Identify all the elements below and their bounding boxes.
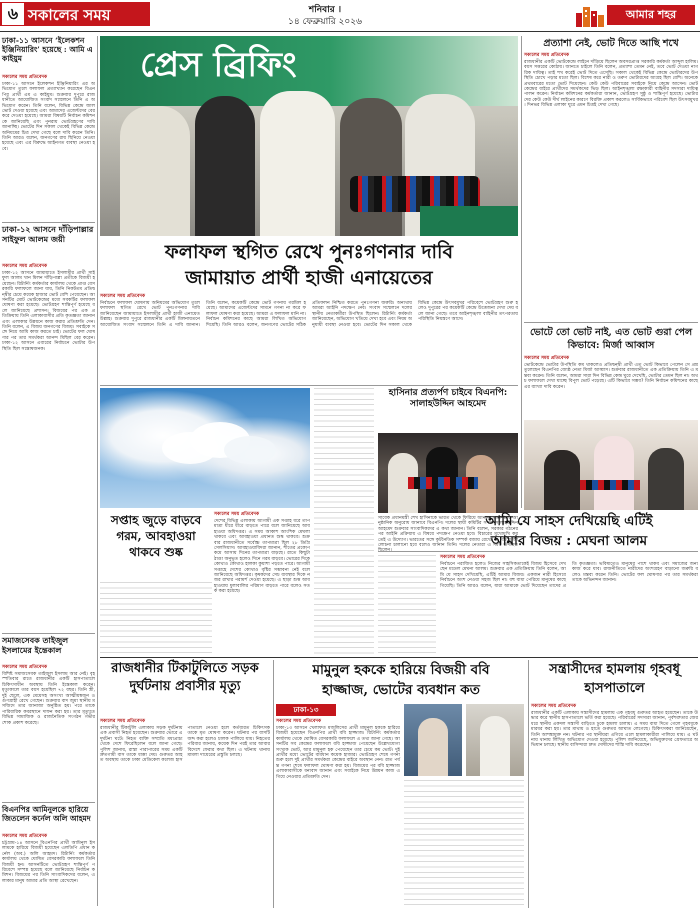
weather-byline: সকালের সময় প্রতিবেদক <box>214 512 260 517</box>
right-story2-body: ভোটকেন্দ্রে ভোটার উপস্থিতি কম থাকলেও প্রতিদ্বন্দ্বী প্রার্থী এত ভোট কিভাবে পেলেন সে প্রশ্ন তুলেছেন বিএনপির জ্যেষ্ঠ নেতা মির্জা আব্বাস। শুক্রবার রাজধানীতে এক প্রতিক্রিয়ায় তিনি এ মন্তব্য করেন। তিনি বলেন, আমরা সারা দিন বিভিন্ন কেন্দ্র ঘুরে দেখেছি, ভোটার তেমন ছিল না। অথচ ফলাফলে দেখা যাচ্ছে বিপুল ভোট পড়েছে। এটি কিভাবে সম্ভব? তিনি নির্বাচন কমিশনের কাছে এর ব্যাখ্যা দাবি করেন। <box>524 363 698 390</box>
left-column-rule <box>97 36 98 906</box>
left-story3-byline: সকালের সময় প্রতিবেদক <box>2 665 48 670</box>
right-story2-headline: ভোটে তো ভোট নাই, এত ভোট গুরা পেল কিভাবে: মির্জা আব্বাস <box>529 327 693 351</box>
lead-bottom-rule <box>100 385 518 386</box>
mamunul-headline-line2: হাজ্জাজ, ভোটের ব্যবধান কত <box>322 682 480 698</box>
left-story4-byline: সকালের সময় প্রতিবেদক <box>2 834 48 839</box>
issue-day: শনিবার । <box>308 5 342 15</box>
person-figure <box>340 98 402 236</box>
masthead <box>0 0 700 32</box>
meghna-photo <box>524 420 698 510</box>
left-divider2 <box>2 633 95 634</box>
mamunul-headline-line1: মামুনুল হককে হারিয়ে বিজয়ী ববি <box>312 662 490 678</box>
accident-headline: রাজধানীর টিকাটুলিতে সড়ক দুর্ঘটনায় প্রবাসীর মৃত্যু <box>111 661 259 694</box>
section-name: আমার শহর <box>607 5 695 25</box>
left-story2-byline: সকালের সময় প্রতিবেদক <box>2 264 48 269</box>
person-figure <box>480 716 510 776</box>
hasina-headline: হাসিনার প্রত্যর্পণ চাইবে বিএনপি: সালাহউদ্দিন আহমেদ <box>388 388 508 409</box>
right-divider1 <box>524 322 698 323</box>
attack-body: রাজধানীর একটি এলাকায় সন্ত্রাসীদের হামলায় এক গৃহবধূ গুরুতর আহত হয়েছেন। তাকে উদ্ধার করে স্থানীয় হাসপাতালে ভর্তি করা হয়েছে। পরিবারের সদস্যরা জানান, পূর্বশত্রুতার জের ধরে স্থানীয় একদল সন্ত্রাসী বাড়িতে ঢুকে হামলা চালায়। এ সময় বাধা দিতে গেলে গৃহবধূকে মারধর করা হয়। তার মাথায় ও হাতে গুরুতর আঘাত লেগেছে। চিকিৎসকরা জানিয়েছেন, তিনি আশঙ্কামুক্ত নন। ঘটনার পর স্থানীয়রা এগিয়ে এলে হামলাকারীরা পালিয়ে যায়। এ ঘটনায় থানায় লিখিত অভিযোগ দেওয়া হয়েছে। পুলিশ জানিয়েছে, অভিযুক্তদের গ্রেফতারে অভিযান চলছে। স্থানীয় বাসিন্দারা দ্রুত দোষীদের শাস্তি দাবি করেছেন। <box>531 711 698 749</box>
hasina-lead-body-continued <box>314 388 374 654</box>
right-story1-body: রাজধানীর একটি ভোটকেন্দ্রে লাইনে দাঁড়িয়ে ছিলেন অবসরপ্রাপ্ত সরকারি কর্মকর্তা আব্দুল হালিম। বয়স সত্তরের কোঠায়। জানতে চাইলে তিনি বলেন, প্রত্যাশা তেমন নেই, তবে ভোট দেওয়া নাগরিক দায়িত্ব। তাই শখ করেই ভোট দিতে এসেছি। সকাল থেকেই বিভিন্ন কেন্দ্রে ভোটারদের উপস্থিতি চোখে পড়ার মতো ছিল। বিশেষ করে নারী ও তরুণ ভোটারদের আগ্রহ ছিল বেশি। অনেকে প্রথমবারের মতো ভোট দিয়েছেন। কেউ কেউ পরিবারের সবাইকে নিয়ে কেন্দ্রে আসেন। ভোটকেন্দ্রের বাইরে প্রার্থীদের সমর্থকদের ভিড় ছিল। আইনশৃঙ্খলা রক্ষাকারী বাহিনীর সদস্যরা দায়িত্ব পালন করেন। নির্বাচন কমিশনের কর্মকর্তারা জানান, ভোটগ্রহণ সুষ্ঠু ও শান্তিপূর্ণ হয়েছে। ভোটারদের কেউ কেউ দীর্ঘ লাইনের কারণে বিরক্তি প্রকাশ করলেও সার্বিকভাবে পরিবেশ ছিল উৎসবমুখর। দিনভর বিভিন্ন এলাকা ঘুরে এমন চিত্রই দেখা গেছে। <box>524 60 698 109</box>
press-photo <box>378 433 518 513</box>
sky-photo <box>100 388 310 508</box>
right-story2-byline: সকালের সময় প্রতিবেদক <box>524 356 570 361</box>
page-number: ৬ <box>2 3 24 25</box>
meghna-headline-line1: আমি যে সাহস দেখিয়েছি এটিই <box>485 513 653 529</box>
lead-headline-line1: ফলাফল স্থগিত রেখে পুনঃগণনার দাবি <box>164 241 454 263</box>
cloud-icon <box>160 418 280 468</box>
accident-body: রাজধানীর টিকাটুলি এলাকায় সড়ক দুর্ঘটনায় এক প্রবাসী নিহত হয়েছেন। শুক্রবার ভোরে এ দুর্ঘটনা ঘটে। নিহত ব্যক্তি সম্প্রতি মধ্যপ্রাচ্য থেকে দেশে ফিরেছিলেন বলে জানা গেছে। পুলিশ জানায়, রাস্তা পারাপারের সময় একটি দ্রুতগামী বাস তাকে ধাক্কা দেয়। গুরুতর আহত অবস্থায় তাকে ঢাকা মেডিকেল কলেজ হাসপাতালে নেওয়া হলে কর্তব্যরত চিকিৎসক তাকে মৃত ঘোষণা করেন। ঘটনার পর বাসটি জব্দ করা হলেও চালক পালিয়ে যায়। নিহতের পরিবার জানায়, কয়েক দিন পরই তার আবার বিদেশে ফেরার কথা ছিল। এ ঘটনায় থানায় মামলা দায়েরের প্রস্তুতি চলছে। <box>100 726 270 764</box>
microphone-cluster <box>408 477 478 489</box>
meghna-body-continued <box>378 555 436 654</box>
person-figure <box>648 448 684 510</box>
left-story3-headline: সমাজসেবক তাইজুল ইসলামের ইন্তেকাল <box>2 635 69 655</box>
hasina-body: সাবেক প্রধানমন্ত্রী শেখ হাসিনাকে ভারত থেকে ফিরিয়ে আনতে প্রত্যর্পণের আনুষ্ঠানিক অনুরোধ জানাবে বিএনপি। দলের স্থায়ী কমিটির সদস্য সালাহউদ্দিন আহমেদ শুক্রবার সাংবাদিকদের এ কথা জানান। তিনি বলেন, সরকার গঠনের পর আইনি প্রক্রিয়ায় এ বিষয়ে পদক্ষেপ নেওয়া হবে। বিচারের মুখোমুখি করতেই এ উদ্যোগ। ভারতের সঙ্গে কূটনৈতিক সম্পর্ক বজায় রেখেই এ বিষয়ে আলোচনা চালানো হবে বলেও জানান তিনি। দলের নেতারা এ সময় উপস্থিত <box>378 516 518 549</box>
accident-right-rule <box>273 660 274 908</box>
person-figure <box>544 450 580 510</box>
lead-headline-line2: জামায়াত প্রার্থী হাজী এনায়েতের <box>185 267 433 289</box>
lead-body: নির্বাচনে ফলাফল ঘোষণায় অনিয়মের অভিযোগ তুলে ফলাফল স্থগিত রেখে ভোট পুনঃগণনার দাবি জানিয়েছেন জামায়াতে ইসলামীর প্রার্থী হাজী এনায়েত উল্লাহ। শুক্রবার দুপুরে রাজধানীর একটি মিলনায়তনে আয়োজিত সংবাদ সম্মেলনে তিনি এ দাবি জানান। তিনি বলেন, কয়েকটি কেন্দ্রে ভোট গণনায় গরমিল হয়েছে। আমাদের এজেন্টদের সামনে গণনা না করে ফলাফল ঘোষণা করা হয়েছে। আমরা এ ফলাফল মানি না। নির্বাচন কমিশনের কাছে আমরা লিখিত অভিযোগ দিয়েছি। তিনি আরও বলেন, জনগণের ভোটের সঠিক প্রতিফলন নিশ্চিত করতে পুনঃগণনা জরুরি। অন্যথায় আমরা আইনি পদক্ষেপ নেব। সংবাদ সম্মেলনে দলের স্থানীয় নেতাকর্মীরা উপস্থিত ছিলেন। রিটার্নিং কর্মকর্তা জানিয়েছেন, অভিযোগ খতিয়ে দেখা হবে এবং নিয়ম অনুযায়ী ব্যবস্থা নেওয়া হবে। ভোটের দিন সকাল থেকে বিভিন্ন কেন্দ্রে উৎসবমুখর পরিবেশে ভোটগ্রহণ শুরু হলেও দুপুরের পর কয়েকটি কেন্দ্রে উত্তেজনা দেখা দেয় বলে জানা গেছে। তবে আইনশৃঙ্খলা বাহিনীর তৎপরতায় পরিস্থিতি নিয়ন্ত্রণে আসে। <box>100 301 518 328</box>
left-story2-body: ঢাকা-১২ আসনে জামায়াতে ইসলামীর প্রার্থী সাইফুল আলম খান মিলন দাঁড়িপাল্লা প্রতীকে বিজয়ী হয়েছেন। রিটার্নিং কর্মকর্তার কার্যালয় থেকে প্রাপ্ত বেসরকারি ফলাফলে জানা যায়, তিনি নিকটতম প্রতিদ্বন্দ্বীর চেয়ে কয়েক হাজার ভোট বেশি পেয়েছেন। আসনটির মোট ভোটকেন্দ্রের মধ্যে সবকটির ফলাফল ঘোষণা করা হয়েছে। ভোটগ্রহণ শান্তিপূর্ণ হয়েছে বলে জানিয়েছে প্রশাসন। বিজয়ের পর এক প্রতিক্রিয়ায় তিনি এলাকাবাসীর প্রতি কৃতজ্ঞতা জানান এবং এলাকার উন্নয়নে কাজ করার প্রতিশ্রুতি দেন। তিনি বলেন, এ বিজয় জনগণের বিজয়। সবাইকে সঙ্গে নিয়ে আমি কাজ করতে চাই। ভোটের ফল ঘোষণার পর তার সমর্থকরা আনন্দ মিছিল বের করেন। ঢাকা-১২ আসনে এবারের নির্বাচনে ভোটার উপস্থিতি ছিল সন্তোষজনক। <box>2 271 95 352</box>
right-story1-byline: সকালের সময় প্রতিবেদক <box>524 53 570 58</box>
left-story1-headline: ঢাকা-১১ আসনে ‘ইলেকশন ইঞ্জিনিয়ারিং’ হয়েছে : আমি এ কাইয়ুম <box>2 36 93 63</box>
city-skyline-icon <box>575 3 605 27</box>
accident-byline: সকালের সময় প্রতিবেদক <box>100 719 146 724</box>
weather-headline: সপ্তাহ জুড়ে বাড়বে গরম, আবহাওয়া থাকবে শুষ্ক <box>110 513 202 559</box>
left-column <box>2 36 95 908</box>
weather-body: দেশের বিভিন্ন এলাকায় আগামী এক সপ্তাহ ধরে তাপমাত্রা ধীরে ধীরে বাড়তে পারে বলে জানিয়েছে আবহাওয়া অধিদপ্তর। এ সময় আকাশ আংশিক মেঘলা থাকবে এবং আবহাওয়া প্রধানত শুষ্ক থাকবে। শুক্রবার রাজধানীতে সর্বোচ্চ তাপমাত্রা ছিল ২৮ ডিগ্রি সেলসিয়াস। আবহাওয়াবিদরা জানান, শীতের প্রকোপ কমে আসায় দিনের তাপমাত্রা বাড়ছে। রাতে কিছুটা ঠাণ্ডা অনুভূত হলেও দিনে গরম বাড়বে। ভোরের দিকে কোথাও কোথাও হালকা কুয়াশা পড়তে পারে। আগামী সপ্তাহে দেশের কোথাও বৃষ্টির সম্ভাবনা নেই বলে জানিয়েছে অধিদপ্তর। কৃষকদের সেচ ব্যবস্থার দিকে নজর রাখার পরামর্শ দেওয়া হয়েছে। এ ছাড়া শুষ্ক আবহাওয়ায় ধুলাবালির পরিমাণ বাড়তে পারে বলেও সতর্ক করা হয়েছে। <box>214 519 310 595</box>
person-figure <box>594 436 634 510</box>
issue-date: ১৪ ফেব্রুয়ারি ২০২৬ <box>288 17 362 27</box>
masthead-rule <box>0 31 700 32</box>
weather-body-col2 <box>100 582 212 654</box>
microphone-cluster <box>580 480 640 490</box>
left-story2-headline: ঢাকা-১২ আসনে দাঁড়িপাল্লার সাইফুল আলম জয়ী <box>2 224 94 244</box>
mamunul-body-continued <box>404 780 524 908</box>
person-figure <box>195 96 255 236</box>
right-column-rule <box>521 36 522 508</box>
paper-name: সকালের সময় <box>28 6 111 24</box>
meghna-headline-line2: আমার বিজয় : মেঘনা আলম <box>490 533 648 549</box>
mamunul-right-rule <box>528 660 529 908</box>
candidate-photo-1 <box>404 704 462 776</box>
attack-headline: সন্ত্রাসীদের হামলায় গৃহবধূ হাসপাতালে <box>549 662 680 696</box>
meghna-byline: সকালের সময় প্রতিবেদক <box>440 555 486 560</box>
candidate-photo-2 <box>466 704 524 776</box>
attack-byline: সকালের সময় প্রতিবেদক <box>531 704 577 709</box>
left-story4-body: চট্টগ্রাম-১৪ আসনে বিএনপির প্রার্থী আমিনুল ইসলামকে হারিয়ে বিজয়ী হয়েছেন এলডিপি প্রধান কর্নেল (অব.) অলি আহমদ। রিটার্নিং কর্মকর্তার কার্যালয় থেকে ঘোষিত বেসরকারি ফলাফলে তিনি বিজয়ী হন। আসনটিতে ভোটগ্রহণ শান্তিপূর্ণ পরিবেশে সম্পন্ন হয়েছে বলে জানিয়েছে নির্বাচন কমিশন। বিজয়ের পর তিনি সাংবাদিকদের বলেন, এলাকার মানুষ আমার প্রতি আস্থা রেখেছেন। <box>2 841 95 884</box>
left-story1-byline: সকালের সময় প্রতিবেদক <box>2 75 48 80</box>
section-logo <box>575 2 697 28</box>
person-figure <box>418 718 448 776</box>
mamunul-body: ঢাকা-১৩ আসনে খেলাফত মজলিসের প্রার্থী মামুনুল হককে হারিয়ে বিজয়ী হয়েছেন বিএনপির প্রার্থী ববি হাজ্জাজ। রিটার্নিং কর্মকর্তার কার্যালয় থেকে ঘোষিত বেসরকারি ফলাফলে এ তথ্য জানা গেছে। আসনটির সব কেন্দ্রের ফলাফলে ববি হাজ্জাজ পেয়েছেন উল্লেখযোগ্য সংখ্যক ভোট, আর মামুনুল হক পেয়েছেন তার চেয়ে কম ভোট। দুই প্রার্থীর মধ্যে ভোটের ব্যবধান কয়েক হাজার। ভোটগ্রহণ শেষে গণনা শুরু হলে দুই প্রার্থীর সমর্থকরা কেন্দ্রের বাইরে অবস্থান নেন। রাত পর্যন্ত গণনা শেষে ফলাফল ঘোষণা করা হয়। বিজয়ের পর ববি হাজ্জাজ এলাকাবাসীকে ধন্যবাদ জানান এবং সবাইকে নিয়ে উন্নয়ন কাজ এগিয়ে নেওয়ার প্রতিশ্রুতি দেন। <box>276 726 400 780</box>
constituency-tag: ঢাকা-১৩ <box>276 704 336 716</box>
meghna-top-rule <box>378 551 698 552</box>
left-story3-body: বিশিষ্ট সমাজসেবক তাইজুল ইসলাম আর নেই। বৃহস্পতিবার রাতে রাজধানীর একটি হাসপাতালে চিকিৎসাধীন অবস্থায় তিনি ইন্তেকাল করেন। মৃত্যুকালে তার বয়স হয়েছিল ৭২ বছর। তিনি স্ত্রী, দুই ছেলে, এক মেয়েসহ অসংখ্য আত্মীয়স্বজন ও গুণগ্রাহী রেখে গেছেন। শুক্রবার বাদ জুমা স্থানীয় মসজিদে তার জানাজা অনুষ্ঠিত হয়। পরে তাকে পারিবারিক কবরস্থানে দাফন করা হয়। তার মৃত্যুতে বিভিন্ন সামাজিক ও রাজনৈতিক সংগঠন গভীর শোক প্রকাশ করেছে। <box>2 672 95 726</box>
podium <box>420 206 518 236</box>
banner-text: প্রেস ব্রিফিং <box>140 45 297 85</box>
mamunul-byline: সকালের সময় প্রতিবেদক <box>276 719 322 724</box>
left-story4-headline: বিএনপির আমিনুলকে হারিয়ে জিতলেন কর্নেল অলি আহমদ <box>2 805 91 823</box>
person-figure <box>260 91 335 236</box>
lead-photo <box>100 36 518 236</box>
person-figure <box>120 106 190 236</box>
right-story1-headline: প্রত্যাশা নেই, ভোট দিতে আছি শখে <box>543 38 679 49</box>
lead-byline: সকালের সময় প্রতিবেদক <box>100 294 146 299</box>
left-story1-body: ঢাকা-১১ আসনে ইলেকশন ইঞ্জিনিয়ারিং এর অভিযোগ তুলে ফলাফল প্রত্যাখ্যান করেছেন বিএনপির প্রার্থী এম এ কাইয়ুম। শুক্রবার দুপুরে রাজধানীতে আয়োজিত সংবাদ সম্মেলনে তিনি এ অভিযোগ করেন। তিনি বলেন, বিভিন্ন কেন্দ্রে জাল ভোট দেওয়া হয়েছে এবং আমাদের এজেন্টদের বের করে দেওয়া হয়েছে। আমরা বিষয়টি নির্বাচন কমিশনকে জানিয়েছি এবং পুনরায় ভোটগ্রহণের দাবি জানাচ্ছি। ভোটের দিন সকাল থেকেই বিভিন্ন কেন্দ্রে অনিয়মের চিত্র দেখা গেছে বলে দাবি করেন তিনি। তিনি আরও বলেন, জনগণের রায় ছিনিয়ে নেওয়া হয়েছে এবং এর বিরুদ্ধে আইনগত ব্যবস্থা নেওয়া হবে। <box>2 82 95 152</box>
lower-section-rule <box>100 657 698 658</box>
meghna-body: নির্বাচনে পরাজিত হলেও নিজের সাহসিকতাকেই বিজয় হিসেবে দেখছেন মডেল মেঘনা আলম। শুক্রবার এক প্রতিক্রিয়ায় তিনি বলেন, আমি যে সাহস দেখিয়েছি, এটিই আমার বিজয়। একজন নারী হিসেবে নির্বাচনে অংশ নেওয়া সহজ ছিল না। বহু বাধা পেরিয়ে মানুষের কাছে গিয়েছি। তিনি আরও বলেন, যারা আমাকে ভোট দিয়েছেন তাদের প্রতি কৃতজ্ঞতা। ভবিষ্যতেও মানুষের পাশে থাকব এবং সমাজের জন্য কাজ করে যাব। রাজনীতিতে নারীদের অংশগ্রহণ বাড়ানো জরুরি বলেও মন্তব্য করেন তিনি। ভোটের ফল ঘোষণার পর তার সমর্থকরা তাকে অভিনন্দন জানান। <box>440 562 698 589</box>
left-divider1 <box>2 222 95 223</box>
left-divider3 <box>2 802 95 803</box>
